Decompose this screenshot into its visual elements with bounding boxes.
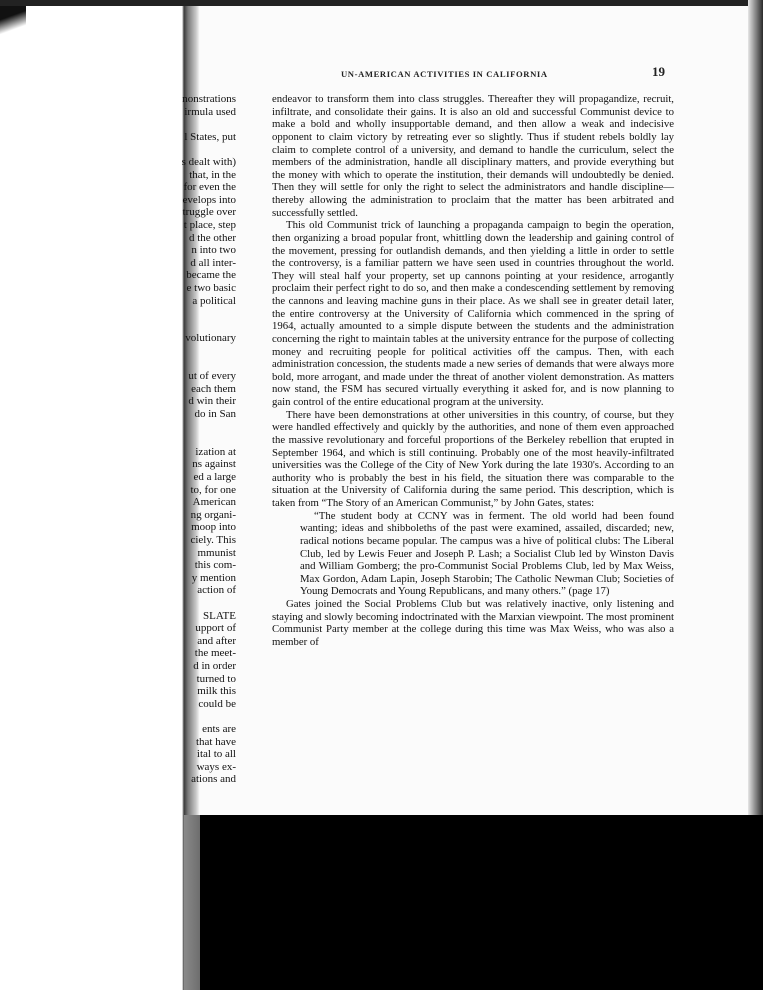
- left-column-line: d all inter-: [190, 256, 236, 269]
- paragraph: endeavor to transform them into class struggles. Thereafter they will propagandize, recruit, infiltrate, and consolidate their gains. It is also an old and successful Communist device to make a bold and wholly insupportable demand, and then allow a weak and indecisive opponent to claim victory by retreating ever so slightly. Thus if student rebels boldly lay claim to complete control of a university, and demand to handle the curriculum, select the members of the administration, handle all disciplinary matters, and provide everything but the money with which to operate the institution, their demands will undoubtedly be denied. Then they will settle for only the right to select the administrators and handle discipline—thereby allowing the administration to proclaim that the matter has been arbitrated and successfully settled.: [272, 93, 674, 219]
- left-column-line: the meet-: [194, 647, 236, 660]
- left-column-line: ut of every: [188, 370, 236, 383]
- left-column-line: truggle over: [182, 206, 236, 219]
- left-column-line: nonstrations: [182, 93, 236, 105]
- left-column-line: became the: [186, 269, 236, 282]
- left-column-line: e two basic: [186, 282, 236, 294]
- left-column-line: ns against: [192, 458, 236, 471]
- left-column-line: mmunist: [197, 546, 236, 559]
- left-column-line: milk this: [197, 685, 236, 698]
- left-column-line: this com-: [194, 559, 236, 572]
- paragraph: There have been demonstrations at other universities in this country, of course, but they were handled effectively and quickly by the authorities, and none of them even approached the massive revolutionary and forceful proportions of the Berkeley rebellion that erupted in September 1964, and which is still continuing. Probably one of the most heavily-infiltrated universities was the College of the City of New York during the late 1930's. According to an authority who is probably the best in his field, the situation there was comparable to the situation at the University of California during the same period. This description, which is taken from “The Story of an American Communist,” by John Gates, states:: [272, 408, 674, 509]
- left-column-line: moop into: [191, 521, 236, 534]
- left-column-line: d win their: [188, 395, 236, 408]
- left-column-line: l States, put: [184, 130, 236, 143]
- left-column-line: and after: [197, 634, 236, 647]
- left-column-line: ed a large: [193, 471, 236, 483]
- left-column-line: y mention: [191, 571, 236, 584]
- left-column-line: turned to: [196, 672, 236, 685]
- left-column-line: to, for one: [190, 483, 236, 496]
- scan-corner-shadow: [0, 0, 26, 40]
- left-column-line: ations and: [191, 773, 236, 786]
- paragraph: This old Communist trick of launching a propaganda campaign to begin the operation, then organizing a broad popular front, whittling down the leadership and gaining control of the movement, pressing for outlandish demands, and then yielding a little in order to settle the controversy, is a familiar pattern we have seen used in countries throughout the world. They will steal half your property, set up cannons pointing at your residence, arrogantly proclaim their perfect right to do so, and then make a condescending settlement by removing the cannons and leaving machine guns in their place. As we shall see in greater detail later, the entire controversy at the University of California which commenced in the spring of 1964, actually amounted to a simple dispute between the students and the administration concerning the right to maintain tables at the university entrance for the purpose of collecting money and recruiting people for political activities off the campus. Then, with each administration concession, the students made a new series of demands that were always more bold, more arrogant, and made under the threat of another violent demonstration. As matters now stand, the FSM has secured virtually everything it asked for, and is now planning to gain control of the entire educational program at the university.: [272, 219, 674, 408]
- left-column-line: s dealt with): [181, 156, 236, 168]
- left-column-line: d the other: [188, 231, 236, 244]
- left-column-line: for even the: [183, 181, 236, 194]
- left-column-line: each them: [191, 382, 236, 395]
- scan-bottom-shadow: [200, 815, 763, 990]
- left-column-line: that, in the: [189, 168, 236, 181]
- left-column-line: volutionary: [185, 332, 236, 345]
- left-column-line: d in order: [193, 660, 236, 672]
- scan-right-edge: [748, 0, 763, 815]
- block-quote: “The student body at CCNY was in ferment. The old world had been found wanting; ideas and shibboleths of the past were examined, assailed, discarded; new, radical notions became popular. The campus was a hive of political clubs: The Liberal Club, led by Lewis Feuer and Joseph P. Lash; a Socialist Club led by Winston Davis and William Gomberg; the pro-Communist Social Problems Club, led by Max Weiss, Max Gordon, Adam Lapin, Joseph Starobin; The Catholic Newman Club; Societies of Young Democrats and Young Republicans, and many others.” (page 17): [300, 509, 674, 598]
- left-column-line: SLATE: [203, 609, 236, 622]
- body-text: [272, 93, 674, 649]
- left-column-line: ng organi-: [190, 508, 236, 521]
- left-column-line: that have: [195, 735, 236, 748]
- left-column-line: ization at: [195, 445, 236, 458]
- paragraph: Gates joined the Social Problems Club but was relatively inactive, only listening and staying and slowly becoming indoctrinated with the Marxian viewpoint. The most prominent Communist Party member at the college during this time was Max Weiss, who was also a member of: [272, 598, 674, 648]
- left-column-line: action of: [197, 584, 236, 597]
- left-column-line: ents are: [202, 723, 236, 735]
- previous-page-edge: [0, 0, 200, 990]
- left-column-line: could be: [198, 697, 236, 710]
- left-column-line: upport of: [195, 622, 236, 635]
- left-column-line: do in San: [194, 408, 236, 420]
- left-column-line: American: [192, 496, 236, 509]
- left-column-line: ital to all: [196, 748, 236, 761]
- left-column-line: n into two: [191, 244, 236, 257]
- left-column-line: irmula used: [184, 105, 236, 118]
- left-column-line: ways ex-: [196, 760, 236, 773]
- page-number: 19: [652, 64, 665, 79]
- running-head: UN-AMERICAN ACTIVITIES IN CALIFORNIA: [341, 69, 548, 79]
- left-column-line: a political: [192, 294, 236, 307]
- left-column-line: ciely. This: [190, 534, 236, 546]
- left-column-line: t place, step: [183, 219, 236, 231]
- left-column-line: evelops into: [182, 193, 236, 206]
